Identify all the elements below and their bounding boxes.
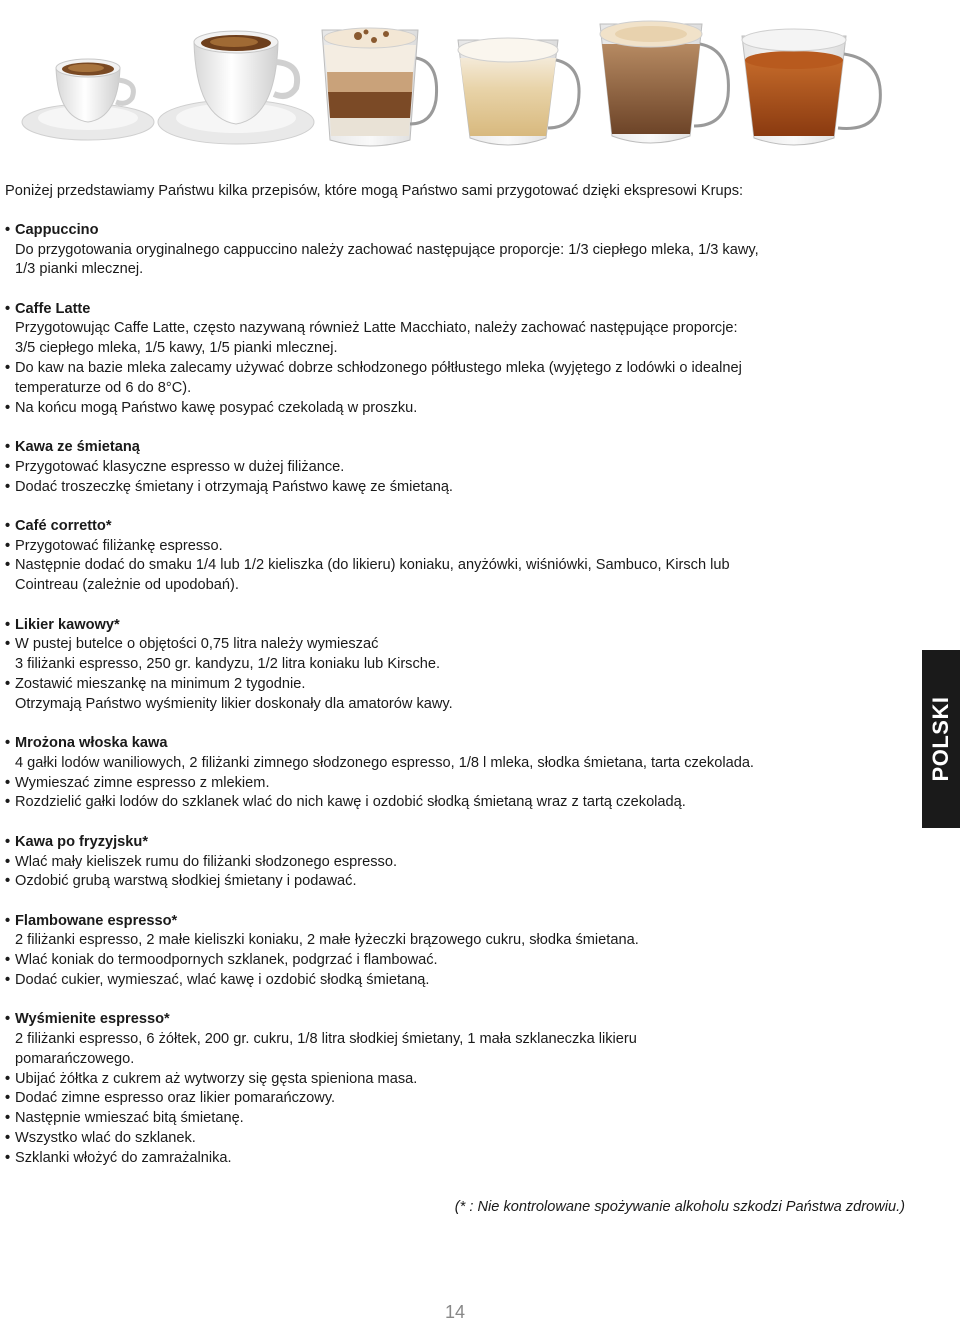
cappuccino-glass <box>322 28 437 146</box>
recipe-wysmienite-espresso <box>5 1010 910 1168</box>
recipe-text: Przygotowując Caffe Latte, często nazywaną również Latte Macchiato, należy zachować następujące proporcje: <box>15 320 738 337</box>
page-number: 14 <box>444 1302 466 1322</box>
language-tab-label: POLSKI <box>928 696 953 782</box>
intro-text: Poniżej przedstawiamy Państwu kilka przepisów, które mogą Państwo sami przygotować dzięki ekspresowi Krups: <box>5 183 744 199</box>
recipe-step-cont: Cointreau (zależnie od upodobań). <box>15 577 239 594</box>
recipe-flambowane-espresso <box>5 912 910 991</box>
recipe-kawa-ze-smietana <box>5 438 910 497</box>
recipe-step: • Do kaw na bazie mleka zalecamy używać dobrze schłodzonego półtłustego mleka (wyjętego z lodówki o idealnej <box>5 359 910 379</box>
recipe-step: • Przygotować klasyczne espresso w dużej filiżance. <box>5 458 910 478</box>
recipe-mrozona-kawa <box>5 734 910 813</box>
recipe-step: • Ozdobić grubą warstwą słodkiej śmietany i podawać. <box>5 872 910 892</box>
recipe-title: • Café corretto* <box>5 517 910 537</box>
recipe-step: • Wlać mały kieliszek rumu do filiżanki słodzonego espresso. <box>5 853 910 873</box>
alcohol-footnote: (* : Nie kontrolowane spożywanie alkoholu szkodzi Państwa zdrowiu.) <box>454 1199 905 1215</box>
recipe-title: • Mrożona włoska kawa <box>5 734 910 754</box>
recipe-step: • Szklanki włożyć do zamrażalnika. <box>5 1149 910 1169</box>
recipe-step: • Wszystko wlać do szklanek. <box>5 1129 910 1149</box>
recipe-text: 2 filiżanki espresso, 6 żółtek, 200 gr. cukru, 1/8 litra słodkiej śmietany, 1 mała szklaneczka likieru <box>15 1031 637 1048</box>
recipe-step: • Przygotować filiżankę espresso. <box>5 537 910 557</box>
recipe-text: pomarańczowego. <box>15 1050 135 1067</box>
recipe-title: • Caffe Latte <box>5 300 910 320</box>
recipe-step: • Dodać troszeczkę śmietany i otrzymają Państwo kawę ze śmietaną. <box>5 478 910 498</box>
recipe-title: • Likier kawowy* <box>5 616 910 636</box>
tea-glass <box>742 29 880 145</box>
recipe-step: • Dodać zimne espresso oraz likier pomarańczowy. <box>5 1089 910 1109</box>
recipe-title: • Kawa ze śmietaną <box>5 438 910 458</box>
recipe-text: Do przygotowania oryginalnego cappuccino należy zachować następujące proporcje: 1/3 ciepłego mleka, 1/3 kawy, <box>15 241 759 258</box>
recipe-step: • Wymieszać zimne espresso z mlekiem. <box>5 774 910 794</box>
latte-glass <box>458 38 579 145</box>
recipe-step: • Następnie dodać do smaku 1/4 lub 1/2 kieliszka (do likieru) koniaku, anyżówki, wiśniówki, Sambuco, Kirsch lub <box>5 556 910 576</box>
recipe-text: Otrzymają Państwo wyśmienity likier doskonały dla amatorów kawy. <box>15 695 453 712</box>
recipe-step-cont: 3 filiżanki espresso, 250 gr. kandyzu, 1/2 litra koniaku lub Kirsche. <box>15 656 441 673</box>
recipe-step: • Dodać cukier, wymieszać, wlać kawę i ozdobić słodką śmietaną. <box>5 971 910 991</box>
recipe-cappuccino <box>5 221 910 280</box>
recipe-step: • Zostawić mieszankę na minimum 2 tygodnie. <box>5 675 910 695</box>
espresso-cup-large <box>158 31 314 144</box>
recipe-caffe-latte <box>5 300 910 419</box>
recipe-step-cont: temperaturze od 6 do 8°C). <box>15 379 192 396</box>
recipe-kawa-po-fryzyjsku <box>5 833 910 892</box>
language-tab <box>922 650 960 828</box>
mocha-glass <box>600 21 728 143</box>
recipe-text: 1/3 pianki mlecznej. <box>15 261 144 278</box>
recipe-title: • Wyśmienite espresso* <box>5 1010 910 1030</box>
espresso-cup-small <box>22 59 154 140</box>
recipe-step: • Ubijać żółtka z cukrem aż wytworzy się gęsta spieniona masa. <box>5 1070 910 1090</box>
recipe-text: 4 gałki lodów waniliowych, 2 filiżanki zimnego słodzonego espresso, 1/8 l mleka, słodka śmietana, tarta czekolada. <box>15 754 754 771</box>
recipes-content <box>5 182 910 1188</box>
recipe-step: • W pustej butelce o objętości 0,75 litra należy wymieszać <box>5 635 910 655</box>
recipe-step: • Następnie wmieszać bitą śmietanę. <box>5 1109 910 1129</box>
recipe-likier-kawowy <box>5 616 910 715</box>
recipe-step: • Na końcu mogą Państwo kawę posypać czekoladą w proszku. <box>5 399 910 419</box>
recipe-text: 3/5 ciepłego mleka, 1/5 kawy, 1/5 pianki mlecznej. <box>15 340 338 357</box>
recipe-title: • Kawa po fryzyjsku* <box>5 833 910 853</box>
recipe-title: • Flambowane espresso* <box>5 912 910 932</box>
recipe-text: 2 filiżanki espresso, 2 małe kieliszki koniaku, 2 małe łyżeczki brązowego cukru, słodka śmietana. <box>15 932 639 949</box>
recipe-step: • Wlać koniak do termoodpornych szklanek, podgrzać i flambować. <box>5 951 910 971</box>
recipe-cafe-corretto <box>5 517 910 596</box>
recipe-step: • Rozdzielić gałki lodów do szklanek wlać do nich kawę i ozdobić słodką śmietaną wraz z tartą czekoladą. <box>5 793 910 813</box>
recipe-title: • Cappuccino <box>5 221 910 241</box>
coffee-cups-photo <box>0 0 960 160</box>
